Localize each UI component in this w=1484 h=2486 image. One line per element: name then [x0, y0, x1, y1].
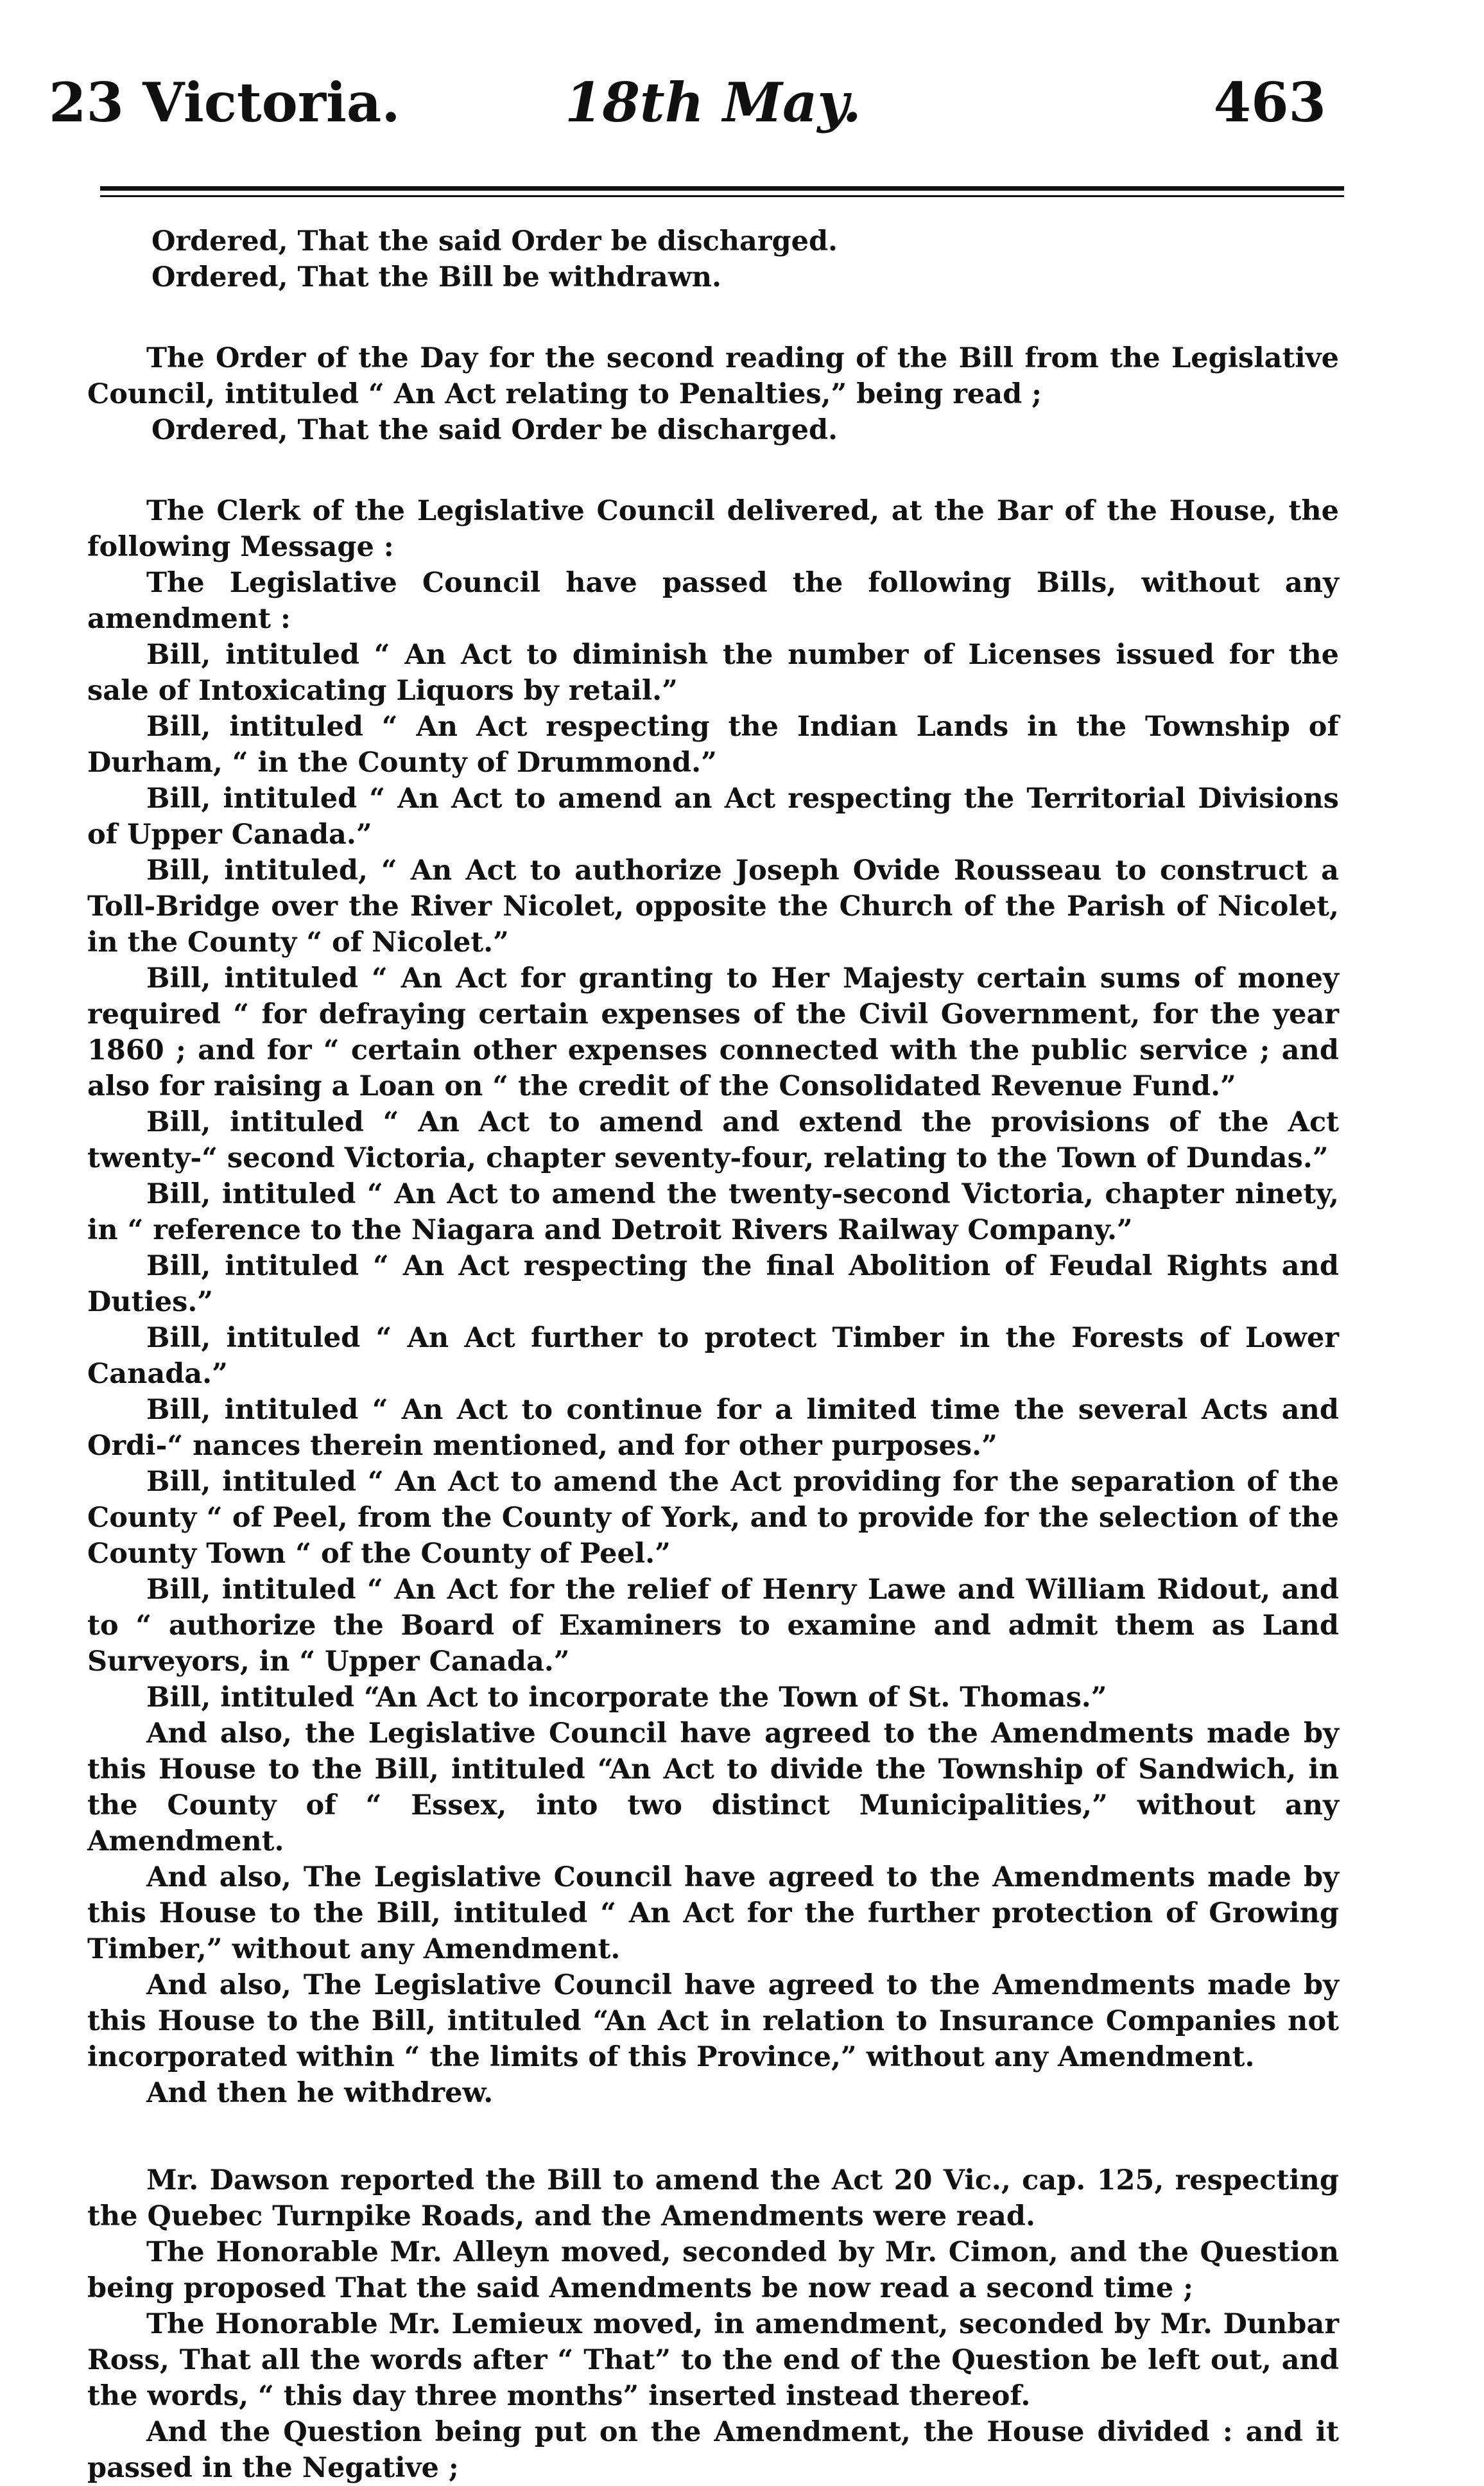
- paragraph: Ordered, That the said Order be discharged.: [151, 225, 838, 257]
- paragraph: And also, the Legislative Council have agreed to the Amendments made by this House to the Bill, intituled “An Act to divide the Township of Sandwich, in the County of “ Essex, into two distinct Municipalities,” without any Amendment.: [87, 1717, 1339, 1857]
- paragraph: The Honorable Mr. Alleyn moved, seconded by Mr. Cimon, and the Question being proposed That the said Amendments be now read a second time ;: [87, 2236, 1339, 2304]
- paragraph: Ordered, That the said Order be discharged.: [151, 414, 838, 446]
- running-head-date: 18th May.: [565, 71, 861, 134]
- paragraph: Bill, intituled “ An Act to amend the twenty-second Victoria, chapter ninety, in “ reference to the Niagara and Detroit Rivers Railway Company.”: [87, 1178, 1339, 1246]
- paragraph: And also, The Legislative Council have agreed to the Amendments made by this House to the Bill, intituled “An Act in relation to Insurance Companies not incorporated within “ the limits of this Province,” without any Amendment.: [87, 1969, 1339, 2073]
- paragraph: Bill, intituled “An Act to incorporate the Town of St. Thomas.”: [146, 1682, 1107, 1714]
- running-head-left: 23 Victoria.: [49, 71, 401, 134]
- header-rule-thick: [100, 186, 1344, 191]
- paragraph: Bill, intituled “ An Act to amend the Act providing for the separation of the County “ of Peel, from the County of York, and to provide for the selection of the County Town “ of the County of Peel.”: [87, 1466, 1339, 1570]
- paragraph: The Legislative Council have passed the following Bills, without any amendment :: [87, 567, 1339, 635]
- header-rule-thin: [100, 195, 1344, 197]
- paragraph: The Order of the Day for the second reading of the Bill from the Legislative Council, intituled “ An Act relating to Penalties,” being read ;: [87, 342, 1339, 410]
- paragraph: And also, The Legislative Council have agreed to the Amendments made by this House to the Bill, intituled “ An Act for the further protection of Growing Timber,” without any Amendment.: [87, 1861, 1339, 1965]
- paragraph: Bill, intituled “ An Act to amend an Act respecting the Territorial Divisions of Upper Canada.”: [87, 783, 1339, 851]
- paragraph: Bill, intituled “ An Act for the relief of Henry Lawe and William Ridout, and to “ authorize the Board of Examiners to examine and admit them as Land Surveyors, in “ Upper Canada.”: [87, 1574, 1339, 1678]
- body-text: [87, 223, 1339, 2486]
- paragraph: Bill, intituled “ An Act to diminish the number of Licenses issued for the sale of Intoxicating Liquors by retail.”: [87, 639, 1339, 707]
- paragraph: Bill, intituled “ An Act for granting to Her Majesty certain sums of money required “ for defraying certain expenses of the Civil Government, for the year 1860 ; and for “ certain other expenses connected with the public service ; and also for raising a Loan on “ the credit of the Consolidated Revenue Fund.”: [87, 962, 1339, 1102]
- paragraph: Bill, intituled “ An Act further to protect Timber in the Forests of Lower Canada.”: [87, 1322, 1339, 1390]
- paragraph: Bill, intituled “ An Act to continue for a limited time the several Acts and Ordi-“ nances therein mentioned, and for other purposes.”: [87, 1394, 1339, 1462]
- paragraph: Ordered, That the Bill be withdrawn.: [151, 261, 721, 293]
- spacer: [87, 2111, 1339, 2162]
- page-number: 463: [1213, 71, 1326, 134]
- paragraph: Bill, intituled “ An Act respecting the final Abolition of Feudal Rights and Duties.”: [87, 1250, 1339, 1318]
- paragraph: The Clerk of the Legislative Council delivered, at the Bar of the House, the following Message :: [87, 495, 1339, 563]
- page-header: [0, 0, 1484, 167]
- paragraph: Mr. Dawson reported the Bill to amend the Act 20 Vic., cap. 125, respecting the Quebec Turnpike Roads, and the Amendments were read.: [87, 2164, 1339, 2232]
- paragraph: And then he withdrew.: [146, 2077, 494, 2109]
- paragraph: Bill, intituled, “ An Act to authorize Joseph Ovide Rousseau to construct a Toll-Bridge over the River Nicolet, opposite the Church of the Parish of Nicolet, in the County “ of Nicolet.”: [87, 855, 1339, 959]
- spacer: [87, 448, 1339, 493]
- paragraph: Bill, intituled “ An Act to amend and extend the provisions of the Act twenty-“ second Victoria, chapter seventy-four, relating to the Town of Dundas.”: [87, 1106, 1339, 1174]
- spacer: [87, 295, 1339, 340]
- paragraph: And the Question being put on the Amendment, the House divided : and it passed in the Negative ;: [87, 2416, 1339, 2484]
- paragraph: The Honorable Mr. Lemieux moved, in amendment, seconded by Mr. Dunbar Ross, That all the words after “ That” to the end of the Question be left out, and the words, “ this day three months” inserted instead thereof.: [87, 2308, 1339, 2412]
- paragraph: Bill, intituled “ An Act respecting the Indian Lands in the Township of Durham, “ in the County of Drummond.”: [87, 711, 1339, 779]
